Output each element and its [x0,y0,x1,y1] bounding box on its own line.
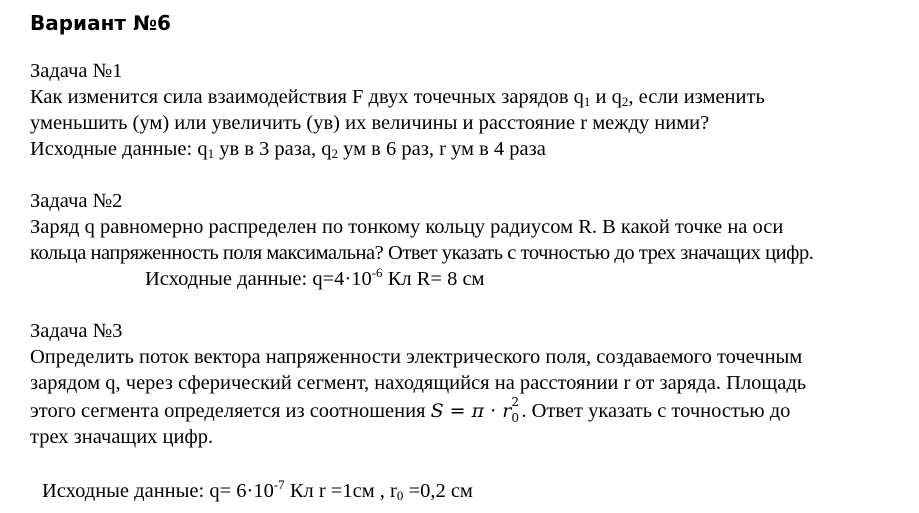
formula-r-subscript: 0 [511,411,519,425]
task-1-data-q1-subscript: 1 [207,146,215,161]
task-2-given-data [145,266,485,292]
formula-equals: = [443,400,472,422]
task-3-heading: Задача №3 [30,320,123,342]
task-1-data-q2-subscript: 2 [331,146,338,161]
task-3-data-exponent: -7 [273,477,285,492]
task-3-given-data [42,478,473,504]
task-2-text-line-2: кольца напряженность поля максимальна? Ответ указать с точностью до трех значащих цифр. [30,242,814,264]
task-1-data-label: Исходные данные: q [30,138,208,160]
task-2-data-part-2: Кл R= 8 см [382,268,485,290]
task-3-text-line-1: Определить поток вектора напряженности электрического поля, создаваемого точечным [30,346,803,368]
formula-r-superscript: 2 [511,395,519,409]
task-1-text-line-2: уменьшить (ум) или увеличить (ув) их величины и расстояние r между ними? [30,112,710,134]
q1-subscript: 1 [583,94,591,109]
task-1-text-line-1-start: Как изменится сила взаимодействия F двух точечных зарядов q [30,86,584,108]
task-3-text-line-3 [30,395,791,425]
task-2-data-part-1: Исходные данные: q=4·10 [145,268,372,290]
formula-dot: · [484,400,503,422]
task-1-text-line-1-mid: и q [590,86,622,108]
task-1-data-part-3: ум в 6 раз, r ум в 4 раза [337,138,546,160]
task-2-data-exponent: -6 [371,265,383,280]
task-1-text-line-1-end: , если изменить [628,86,765,108]
task-2-text-line-1: Заряд q равномерно распределен по тонкому кольцу радиусом R. В какой точке на оси [30,216,784,238]
q2-subscript: 2 [621,94,629,109]
task-3-text-line-3-end: . Ответ указать с точностью до [521,400,791,422]
formula-s: S [430,400,444,422]
task-2-heading: Задача №2 [30,190,123,212]
formula-pi: π [471,400,485,422]
task-3-data-part-2: Кл r =1см , r [284,480,397,502]
task-3-data-part-1: Исходные данные: q= 6·10 [42,480,274,502]
variant-title: Вариант №6 [30,11,171,35]
formula-r-indices [511,395,521,425]
task-3-data-r0-subscript: 0 [396,488,404,503]
task-1-data-part-2: ув в 3 раза, q [214,138,332,160]
task-3-text-line-4: трех значащих цифр. [30,426,214,448]
task-3-text-line-2: зарядом q, через сферический сегмент, находящийся на расстоянии r от заряда. Площадь [30,372,807,394]
task-3-text-line-3-start: этого сегмента определяется из соотношения [30,400,431,422]
task-3-data-part-3: =0,2 см [403,480,473,502]
task-1-text-line-1 [30,84,765,110]
task-1-heading: Задача №1 [30,60,123,82]
formula-r: r [502,400,512,422]
area-formula [430,395,522,425]
task-1-given-data [30,136,546,162]
